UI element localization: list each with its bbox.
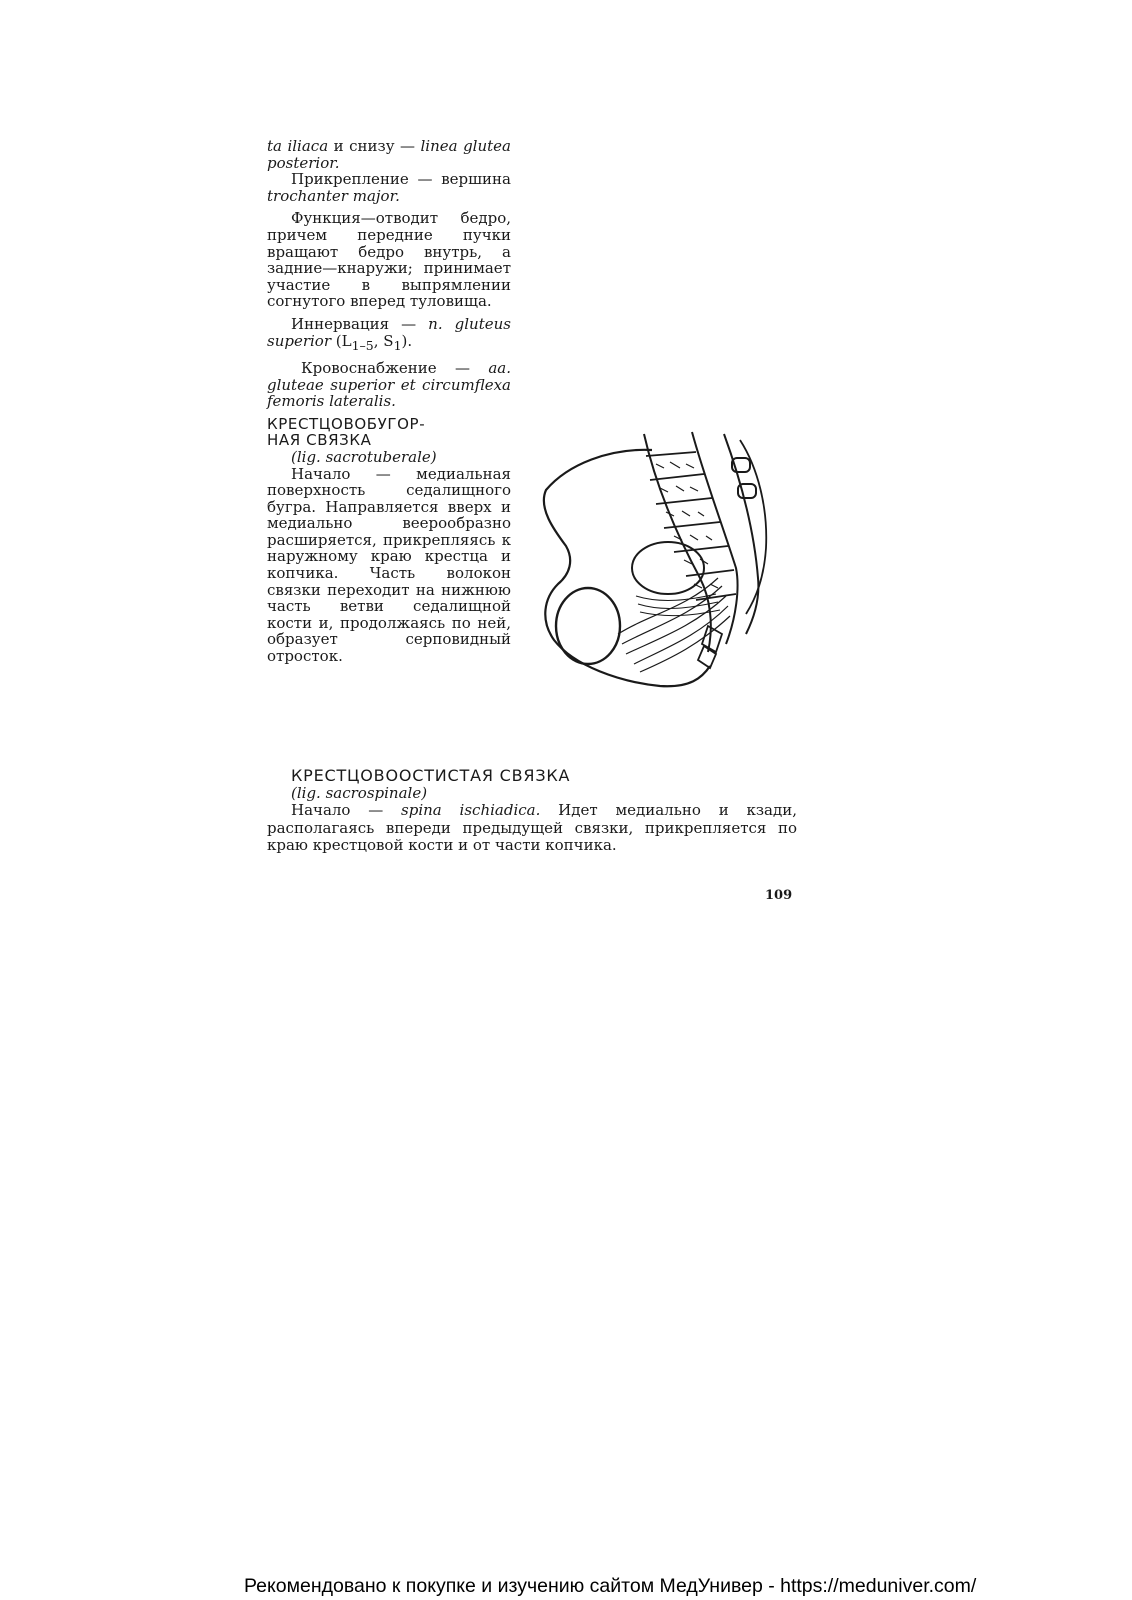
page-number: 109 bbox=[765, 888, 793, 903]
sacrotuberous-ligament-fibers bbox=[618, 578, 730, 672]
ilium-outline bbox=[544, 450, 710, 686]
paragraph-blood-supply: Кровоснабжение — aa. gluteae superior et circumflexa femoris lateralis. bbox=[267, 359, 511, 411]
latin-title-sacrospinale: (lig. sacrospinale) bbox=[291, 783, 428, 802]
section-heading-sacrotuberous: КРЕСТЦОВОБУГОР- НАЯ СВЯЗКА bbox=[267, 414, 426, 450]
paragraph-origin-end: ta iliaca и снизу — linea glutea posterior. bbox=[267, 137, 511, 172]
paragraph-insertion: Прикрепление — вершина trochanter major. bbox=[267, 170, 511, 205]
paragraph-innervation: Иннервация — n. gluteus superior ($L_{1-5}$, $S_1$). bbox=[267, 314, 511, 353]
pelvis-ligament-illustration bbox=[540, 428, 784, 690]
section-heading-sacrospinous: КРЕСТЦОВООСТИСТАЯ СВЯЗКА bbox=[291, 766, 571, 785]
full-width-text bbox=[267, 768, 797, 855]
latin-title-sacrotuberale: (lig. sacrotuberale) bbox=[291, 447, 437, 466]
obturator-foramen bbox=[556, 588, 620, 664]
paragraph-function: Функция—отводит бедро, причем передние пучки вращают бедро внутрь, а задние—кнаружи; принимает участие в выпрямлении согнутого вперед туловища. bbox=[267, 209, 511, 311]
paragraph-sacrotuberous-origin: Начало — медиальная поверхность седалищного бугра. Направляется вверх и медиально веерообразно расширяется, прикрепляясь к наружному краю крестца и копчика. Часть волокон связки переходит на нижнюю часть ветви седалищной кости и, продолжаясь по ней, образует серповидный отросток. bbox=[267, 464, 511, 666]
paragraph-sacrospinous-origin: Начало — spina ischiadica. Идет медиально и кзади, располагаясь впереди предыдущей связки, прикрепляется по краю крестцовой кости и от части копчика. bbox=[267, 801, 797, 854]
footer-recommendation: Рекомендовано к покупке и изучению сайтом МедУнивер - https://meduniver.com/ bbox=[244, 1575, 977, 1597]
sacrum-inner-edge bbox=[692, 432, 738, 644]
posterior-contour bbox=[740, 440, 766, 614]
left-text-column bbox=[267, 138, 511, 665]
